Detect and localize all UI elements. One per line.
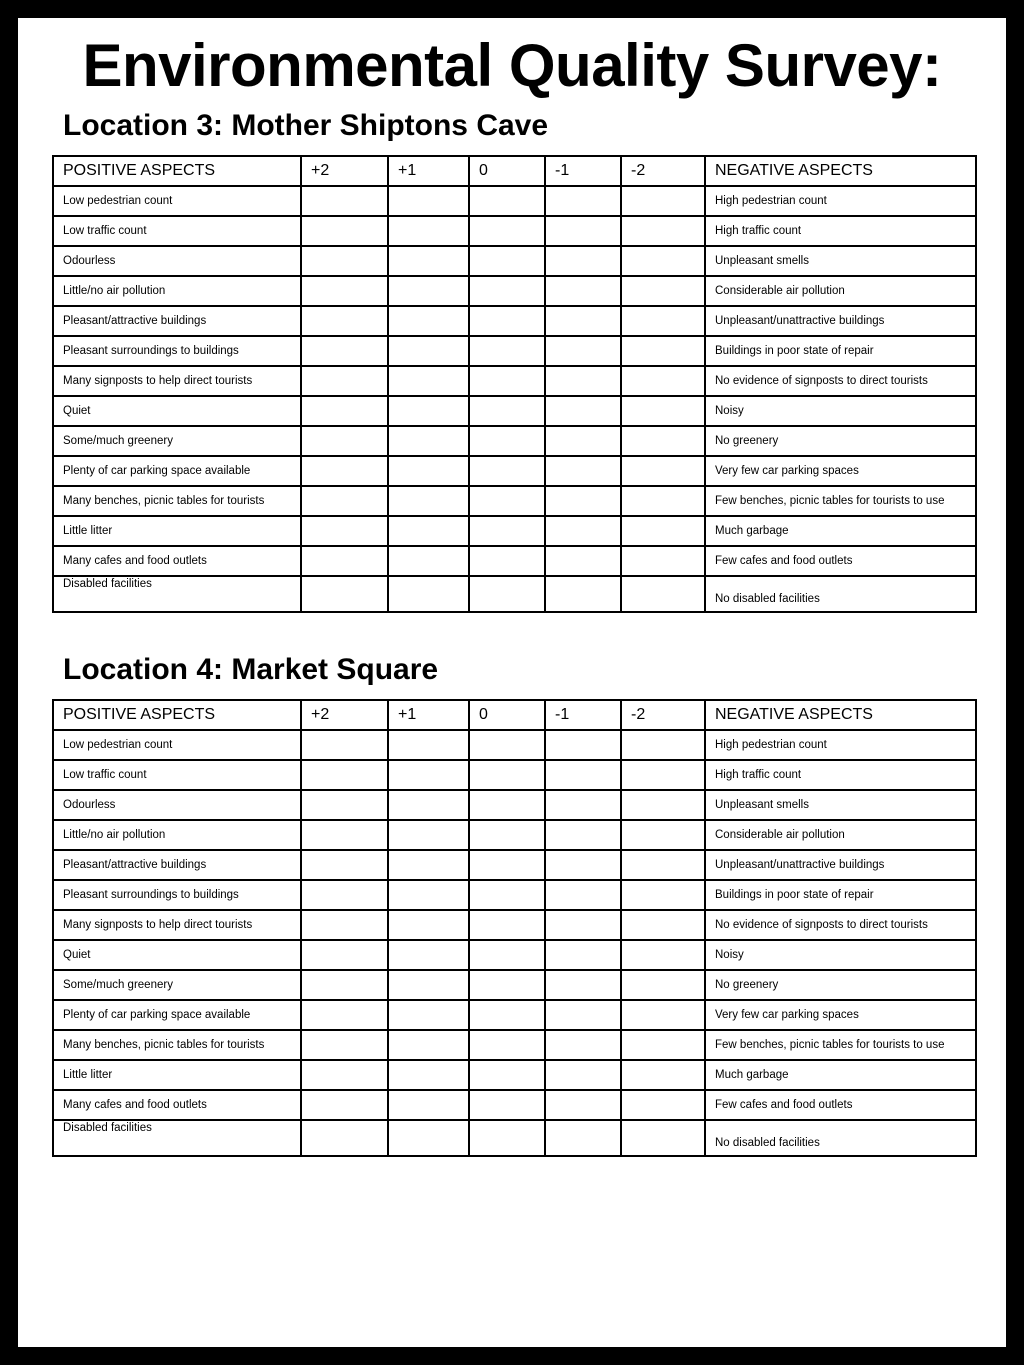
positive-aspect-label: Some/much greenery (53, 970, 301, 1000)
score-cell[interactable] (301, 940, 388, 970)
score-cell[interactable] (469, 850, 545, 880)
score-header: -2 (621, 700, 705, 730)
score-cell[interactable] (621, 486, 705, 516)
score-header: +1 (388, 700, 469, 730)
score-cell[interactable] (469, 366, 545, 396)
table-row (53, 760, 976, 790)
positive-aspect-label: Quiet (53, 940, 301, 970)
score-cell[interactable] (388, 576, 469, 612)
table-row (53, 1030, 976, 1060)
negative-aspect-label: Much garbage (705, 516, 976, 546)
location-4-survey-table (52, 699, 977, 1157)
negative-aspect-label: Unpleasant/unattractive buildings (705, 850, 976, 880)
score-cell[interactable] (621, 1060, 705, 1090)
score-cell[interactable] (469, 790, 545, 820)
score-cell[interactable] (469, 730, 545, 760)
score-cell[interactable] (301, 820, 388, 850)
positive-aspect-label: Many signposts to help direct tourists (53, 910, 301, 940)
score-cell[interactable] (388, 910, 469, 940)
table-row (53, 246, 976, 276)
score-cell[interactable] (301, 576, 388, 612)
score-cell[interactable] (545, 760, 621, 790)
score-cell[interactable] (388, 940, 469, 970)
table-row (53, 336, 976, 366)
negative-aspect-label: Few benches, picnic tables for tourists to use (705, 1030, 976, 1060)
score-cell[interactable] (301, 850, 388, 880)
table-row (53, 1000, 976, 1030)
score-cell[interactable] (545, 216, 621, 246)
negative-aspects-header: NEGATIVE ASPECTS (705, 156, 976, 186)
positive-aspect-label: Many signposts to help direct tourists (53, 366, 301, 396)
score-header: +2 (301, 156, 388, 186)
score-cell[interactable] (301, 486, 388, 516)
positive-aspect-label: Pleasant surroundings to buildings (53, 880, 301, 910)
score-cell[interactable] (621, 366, 705, 396)
score-cell[interactable] (301, 760, 388, 790)
score-cell[interactable] (301, 790, 388, 820)
score-cell[interactable] (545, 1060, 621, 1090)
positive-aspect-label: Low pedestrian count (53, 730, 301, 760)
score-cell[interactable] (388, 1030, 469, 1060)
score-cell[interactable] (301, 516, 388, 546)
score-header: -1 (545, 700, 621, 730)
negative-aspect-label: Buildings in poor state of repair (705, 336, 976, 366)
score-cell[interactable] (388, 516, 469, 546)
positive-aspect-label: Many cafes and food outlets (53, 546, 301, 576)
score-cell[interactable] (545, 850, 621, 880)
location-4-heading: Location 4: Market Square (63, 653, 439, 686)
table-row (53, 186, 976, 216)
score-cell[interactable] (301, 186, 388, 216)
score-cell[interactable] (301, 396, 388, 426)
score-cell[interactable] (388, 1120, 469, 1156)
table-row (53, 306, 976, 336)
positive-aspect-label: Low traffic count (53, 760, 301, 790)
score-cell[interactable] (469, 1000, 545, 1030)
score-header: 0 (469, 700, 545, 730)
positive-aspect-label: Plenty of car parking space available (53, 1000, 301, 1030)
score-cell[interactable] (469, 910, 545, 940)
score-cell[interactable] (545, 1120, 621, 1156)
score-cell[interactable] (621, 546, 705, 576)
score-cell[interactable] (545, 730, 621, 760)
positive-aspect-label: Disabled facilities (53, 1120, 301, 1156)
table-row (53, 970, 976, 1000)
score-cell[interactable] (301, 1030, 388, 1060)
score-cell[interactable] (301, 216, 388, 246)
table-row (53, 426, 976, 456)
table-row (53, 516, 976, 546)
positive-aspect-label: Many benches, picnic tables for tourists (53, 486, 301, 516)
score-cell[interactable] (469, 576, 545, 612)
score-cell[interactable] (469, 546, 545, 576)
score-cell[interactable] (388, 456, 469, 486)
table-row (53, 276, 976, 306)
score-cell[interactable] (621, 336, 705, 366)
negative-aspect-label: Considerable air pollution (705, 820, 976, 850)
score-cell[interactable] (545, 820, 621, 850)
negative-aspect-label: Unpleasant/unattractive buildings (705, 306, 976, 336)
header-row (53, 700, 976, 730)
table-row (53, 1090, 976, 1120)
negative-aspect-label: High pedestrian count (705, 186, 976, 216)
negative-aspect-label: Considerable air pollution (705, 276, 976, 306)
score-cell[interactable] (388, 820, 469, 850)
score-cell[interactable] (469, 516, 545, 546)
score-cell[interactable] (469, 486, 545, 516)
table-row (53, 730, 976, 760)
score-cell[interactable] (469, 880, 545, 910)
score-cell[interactable] (621, 850, 705, 880)
negative-aspect-label: No evidence of signposts to direct tourists (705, 910, 976, 940)
score-cell[interactable] (301, 246, 388, 276)
score-cell[interactable] (388, 366, 469, 396)
score-cell[interactable] (301, 426, 388, 456)
negative-aspect-label: High pedestrian count (705, 730, 976, 760)
negative-aspect-label: Very few car parking spaces (705, 456, 976, 486)
score-cell[interactable] (545, 940, 621, 970)
score-cell[interactable] (301, 306, 388, 336)
score-cell[interactable] (301, 366, 388, 396)
score-cell[interactable] (388, 486, 469, 516)
negative-aspect-label: Few benches, picnic tables for tourists to use (705, 486, 976, 516)
table-row (53, 910, 976, 940)
score-cell[interactable] (621, 186, 705, 216)
table-row (53, 456, 976, 486)
score-header: -1 (545, 156, 621, 186)
score-cell[interactable] (388, 1000, 469, 1030)
score-cell[interactable] (621, 456, 705, 486)
negative-aspect-label: Few cafes and food outlets (705, 1090, 976, 1120)
score-cell[interactable] (545, 1000, 621, 1030)
location-3-survey-table (52, 155, 977, 613)
score-cell[interactable] (388, 336, 469, 366)
score-cell[interactable] (469, 760, 545, 790)
score-cell[interactable] (301, 910, 388, 940)
score-cell[interactable] (301, 970, 388, 1000)
score-cell[interactable] (301, 336, 388, 366)
table-row (53, 576, 976, 612)
score-cell[interactable] (469, 186, 545, 216)
score-cell[interactable] (621, 276, 705, 306)
table-row (53, 216, 976, 246)
negative-aspect-label: No disabled facilities (705, 576, 976, 612)
score-cell[interactable] (388, 546, 469, 576)
positive-aspect-label: Quiet (53, 396, 301, 426)
score-cell[interactable] (469, 276, 545, 306)
score-cell[interactable] (621, 396, 705, 426)
score-cell[interactable] (621, 790, 705, 820)
score-cell[interactable] (545, 910, 621, 940)
positive-aspect-label: Odourless (53, 790, 301, 820)
score-cell[interactable] (301, 546, 388, 576)
score-cell[interactable] (469, 306, 545, 336)
positive-aspect-label: Little/no air pollution (53, 276, 301, 306)
positive-aspect-label: Low traffic count (53, 216, 301, 246)
score-cell[interactable] (545, 366, 621, 396)
positive-aspect-label: Pleasant/attractive buildings (53, 306, 301, 336)
score-cell[interactable] (545, 276, 621, 306)
positive-aspects-header: POSITIVE ASPECTS (53, 700, 301, 730)
positive-aspect-label: Little litter (53, 516, 301, 546)
score-cell[interactable] (388, 1090, 469, 1120)
positive-aspects-header: POSITIVE ASPECTS (53, 156, 301, 186)
table-row (53, 820, 976, 850)
table-row (53, 880, 976, 910)
negative-aspect-label: Unpleasant smells (705, 790, 976, 820)
score-cell[interactable] (545, 336, 621, 366)
score-cell[interactable] (388, 970, 469, 1000)
negative-aspect-label: Noisy (705, 396, 976, 426)
score-cell[interactable] (545, 880, 621, 910)
score-cell[interactable] (469, 970, 545, 1000)
table-row (53, 366, 976, 396)
score-cell[interactable] (545, 306, 621, 336)
score-cell[interactable] (621, 1000, 705, 1030)
score-cell[interactable] (469, 1120, 545, 1156)
score-cell[interactable] (388, 880, 469, 910)
score-cell[interactable] (388, 850, 469, 880)
score-cell[interactable] (469, 1030, 545, 1060)
score-header: 0 (469, 156, 545, 186)
score-cell[interactable] (388, 730, 469, 760)
table-row (53, 850, 976, 880)
positive-aspect-label: Little/no air pollution (53, 820, 301, 850)
score-cell[interactable] (621, 1090, 705, 1120)
score-cell[interactable] (621, 880, 705, 910)
score-cell[interactable] (621, 760, 705, 790)
score-cell[interactable] (545, 1090, 621, 1120)
table-row (53, 396, 976, 426)
table-row (53, 1060, 976, 1090)
negative-aspect-label: Buildings in poor state of repair (705, 880, 976, 910)
table-row (53, 1120, 976, 1156)
header-row (53, 156, 976, 186)
negative-aspect-label: High traffic count (705, 760, 976, 790)
negative-aspects-header: NEGATIVE ASPECTS (705, 700, 976, 730)
score-cell[interactable] (388, 306, 469, 336)
score-cell[interactable] (388, 396, 469, 426)
negative-aspect-label: Very few car parking spaces (705, 1000, 976, 1030)
score-cell[interactable] (621, 576, 705, 612)
score-cell[interactable] (621, 1030, 705, 1060)
positive-aspect-label: Many benches, picnic tables for tourists (53, 1030, 301, 1060)
page-title: Environmental Quality Survey: (82, 32, 942, 99)
negative-aspect-label: Noisy (705, 940, 976, 970)
score-cell[interactable] (621, 970, 705, 1000)
score-cell[interactable] (469, 336, 545, 366)
score-cell[interactable] (621, 1120, 705, 1156)
score-cell[interactable] (469, 940, 545, 970)
score-cell[interactable] (301, 456, 388, 486)
score-cell[interactable] (545, 426, 621, 456)
score-cell[interactable] (621, 306, 705, 336)
score-cell[interactable] (469, 820, 545, 850)
score-header: -2 (621, 156, 705, 186)
score-cell[interactable] (545, 970, 621, 1000)
survey-page (18, 18, 1006, 1347)
table-row (53, 546, 976, 576)
score-cell[interactable] (469, 216, 545, 246)
score-cell[interactable] (469, 426, 545, 456)
negative-aspect-label: High traffic count (705, 216, 976, 246)
score-cell[interactable] (388, 1060, 469, 1090)
score-cell[interactable] (469, 1060, 545, 1090)
positive-aspect-label: Many cafes and food outlets (53, 1090, 301, 1120)
score-cell[interactable] (301, 1060, 388, 1090)
positive-aspect-label: Some/much greenery (53, 426, 301, 456)
score-cell[interactable] (301, 1120, 388, 1156)
score-cell[interactable] (545, 1030, 621, 1060)
score-cell[interactable] (388, 790, 469, 820)
score-header: +2 (301, 700, 388, 730)
positive-aspect-label: Odourless (53, 246, 301, 276)
score-cell[interactable] (469, 246, 545, 276)
negative-aspect-label: No greenery (705, 970, 976, 1000)
score-cell[interactable] (301, 1090, 388, 1120)
score-cell[interactable] (301, 880, 388, 910)
negative-aspect-label: Unpleasant smells (705, 246, 976, 276)
score-cell[interactable] (545, 456, 621, 486)
score-cell[interactable] (545, 790, 621, 820)
score-cell[interactable] (545, 546, 621, 576)
score-cell[interactable] (545, 396, 621, 426)
table-row (53, 940, 976, 970)
score-cell[interactable] (301, 730, 388, 760)
negative-aspect-label: Much garbage (705, 1060, 976, 1090)
score-cell[interactable] (469, 1090, 545, 1120)
score-cell[interactable] (545, 246, 621, 276)
score-cell[interactable] (621, 940, 705, 970)
score-cell[interactable] (388, 760, 469, 790)
positive-aspect-label: Pleasant surroundings to buildings (53, 336, 301, 366)
score-cell[interactable] (301, 1000, 388, 1030)
score-cell[interactable] (388, 426, 469, 456)
score-cell[interactable] (545, 486, 621, 516)
score-cell[interactable] (388, 186, 469, 216)
score-cell[interactable] (469, 456, 545, 486)
positive-aspect-label: Low pedestrian count (53, 186, 301, 216)
score-cell[interactable] (621, 426, 705, 456)
negative-aspect-label: Few cafes and food outlets (705, 546, 976, 576)
score-cell[interactable] (621, 216, 705, 246)
score-cell[interactable] (388, 276, 469, 306)
table-row (53, 790, 976, 820)
score-cell[interactable] (388, 246, 469, 276)
score-cell[interactable] (621, 516, 705, 546)
positive-aspect-label: Plenty of car parking space available (53, 456, 301, 486)
positive-aspect-label: Pleasant/attractive buildings (53, 850, 301, 880)
score-cell[interactable] (621, 730, 705, 760)
score-cell[interactable] (469, 396, 545, 426)
score-cell[interactable] (388, 216, 469, 246)
negative-aspect-label: No evidence of signposts to direct tourists (705, 366, 976, 396)
score-cell[interactable] (545, 516, 621, 546)
table-row (53, 486, 976, 516)
score-cell[interactable] (301, 276, 388, 306)
score-cell[interactable] (545, 186, 621, 216)
score-cell[interactable] (621, 820, 705, 850)
score-cell[interactable] (621, 246, 705, 276)
score-header: +1 (388, 156, 469, 186)
location-3-heading: Location 3: Mother Shiptons Cave (63, 109, 549, 142)
positive-aspect-label: Little litter (53, 1060, 301, 1090)
negative-aspect-label: No disabled facilities (705, 1120, 976, 1156)
score-cell[interactable] (545, 576, 621, 612)
positive-aspect-label: Disabled facilities (53, 576, 301, 612)
score-cell[interactable] (621, 910, 705, 940)
negative-aspect-label: No greenery (705, 426, 976, 456)
